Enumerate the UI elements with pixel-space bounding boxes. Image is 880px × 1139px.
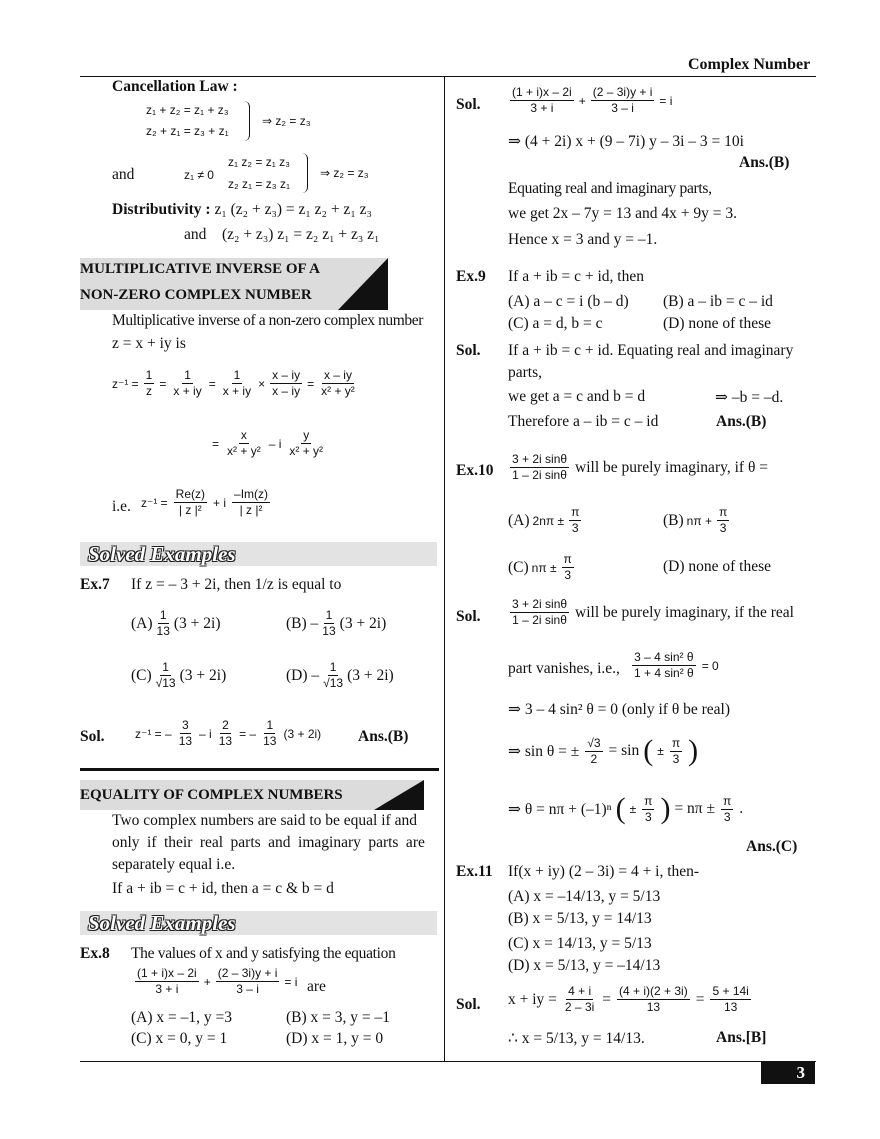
equals-npi: = nπ ±	[674, 800, 716, 817]
inverse-equation-3	[141, 487, 272, 518]
numerator: x – iy	[272, 368, 301, 382]
ex7-solution-label: Sol.	[80, 728, 105, 745]
denominator: 3	[564, 568, 572, 582]
denominator: 3 + i	[155, 982, 179, 996]
eq-lhs: z⁻¹ =	[141, 495, 168, 510]
numerator: 1	[159, 608, 167, 622]
sol8-line2: ⇒ (4 + 2i) x + (9 – 7i) y – 3i – 3 = 10i	[508, 133, 744, 150]
ex8-option-a: (A) x = –1, y =3	[131, 1009, 232, 1026]
option-tail: (3 + 2i)	[179, 666, 227, 684]
option-tail: (3 + 2i)	[339, 614, 387, 632]
ex11-sol-equation	[508, 984, 753, 1015]
ex7-option-b	[286, 608, 386, 639]
ex7-option-c	[131, 660, 226, 691]
numerator: √3	[587, 735, 601, 750]
ex8-label: Ex.8	[80, 945, 110, 962]
numerator: (2 – 3i)y + i	[592, 85, 653, 99]
fraction	[135, 966, 199, 997]
distributivity-eq1: z₁ (z₂ + z₃) = z₁ z₂ + z₁ z₃	[214, 201, 372, 218]
cancellation-heading: Cancellation Law :	[112, 78, 238, 95]
sol-tail: will be purely imaginary, if the real	[575, 603, 794, 621]
minus-i: – i	[199, 726, 212, 741]
option-letter: (A)	[131, 614, 153, 632]
option-expression: 2nπ ±	[532, 513, 565, 528]
sol8-equation	[508, 85, 672, 116]
ex9-sol-line1: If a + ib = c + id. Equating real and imaginary	[508, 342, 794, 359]
ex10-sol-line2: part vanishes, i.e.,	[508, 660, 620, 677]
ex7-question: If z = – 3 + 2i, then 1/z is equal to	[131, 576, 342, 593]
numerator: 3	[182, 718, 189, 732]
solved-examples-banner	[80, 542, 437, 566]
ex10-sol-line4	[508, 734, 698, 768]
fraction	[510, 597, 569, 628]
ex10-solution-label: Sol.	[456, 608, 481, 625]
mult-inverse-heading-line1: MULTIPLICATIVE INVERSE OF A	[80, 261, 320, 277]
option-expression: nπ +	[686, 513, 712, 528]
denominator: 1 – 2i sinθ	[512, 468, 567, 482]
numerator: Re(z)	[175, 487, 206, 501]
ex9-solution-label: Sol.	[456, 342, 481, 359]
ex8-option-d: (D) x = 1, y = 0	[286, 1030, 384, 1047]
denominator: 1 + 4 sin² θ	[634, 666, 694, 680]
ex11-option-b: (B) x = 5/13, y = 14/13	[508, 910, 652, 927]
denominator: 13	[218, 734, 233, 748]
plus-i: + i	[213, 495, 227, 510]
ie-label: i.e.	[112, 498, 131, 515]
cancellation-eq1a: z₁ + z₂ = z₁ + z₃	[146, 103, 229, 117]
ex10-option-b	[663, 505, 731, 536]
fraction	[717, 505, 729, 536]
open-paren: (	[643, 734, 654, 767]
ex9-answer: Ans.(B)	[716, 413, 767, 430]
equality-line3: separately equal i.e.	[112, 856, 236, 873]
fraction	[216, 966, 280, 997]
equals-sign: =	[159, 376, 167, 391]
fraction	[721, 794, 733, 825]
equals-sin: = sin	[608, 742, 640, 759]
denominator: x – iy	[272, 384, 301, 398]
numerator: x	[240, 428, 247, 442]
denominator: 13	[178, 734, 193, 748]
sol8-line5: Hence x = 3 and y = –1.	[508, 231, 658, 248]
fraction	[261, 718, 278, 749]
distributivity-heading: Distributivity :	[112, 201, 211, 218]
eq-lhs: z⁻¹ =	[112, 376, 139, 391]
period: .	[739, 800, 744, 817]
equals-sign: =	[307, 376, 315, 391]
ex9-option-d: (D) none of these	[663, 315, 772, 332]
ex9-sol-line4: Therefore a – ib = c – id	[508, 413, 659, 430]
cancellation-result1: ⇒ z₂ = z₃	[262, 114, 311, 128]
fraction	[177, 718, 194, 749]
ex11-option-c: (C) x = 14/13, y = 5/13	[508, 935, 652, 952]
ex10-answer: Ans.(C)	[746, 838, 798, 855]
denominator: x + iy	[222, 384, 252, 398]
option-letter: (D) –	[286, 666, 320, 684]
equals-minus: = –	[239, 726, 257, 741]
fraction	[320, 608, 337, 639]
page-number: 3	[761, 1062, 815, 1084]
option-letter: (C)	[131, 666, 152, 684]
denominator: x + iy	[173, 384, 202, 398]
mult-inverse-text-line1: Multiplicative inverse of a non-zero complex number	[112, 312, 424, 329]
fraction	[569, 505, 581, 536]
denominator: 3	[571, 521, 579, 535]
ex11-question: If(x + iy) (2 – 3i) = 4 + i, then-	[508, 863, 700, 880]
ex9-label: Ex.9	[456, 268, 486, 285]
times-sign: ×	[258, 376, 266, 391]
denominator: 3	[719, 521, 727, 535]
fraction	[155, 608, 172, 639]
ex10-option-d: (D) none of these	[663, 558, 772, 575]
fraction	[221, 368, 253, 399]
numerator: 3 + 2i sinθ	[512, 597, 568, 611]
section-triangle	[374, 780, 424, 810]
equality-line4: If a + ib = c + id, then a = c & b = d	[112, 880, 334, 897]
denominator: | z |²	[178, 503, 202, 517]
numerator: 1	[233, 368, 241, 382]
ex9-sol-line3a: we get a = c and b = d	[508, 388, 646, 405]
denominator: 3 – i	[236, 982, 259, 996]
sol8-line3: Equating real and imaginary parts,	[508, 180, 712, 197]
denominator: x² + y²	[227, 444, 261, 458]
column-divider	[444, 77, 445, 1062]
fraction	[319, 368, 357, 399]
denominator: 3	[723, 809, 731, 824]
numerator: 3 – 4 sin² θ	[634, 650, 694, 664]
sol8-line4: we get 2x – 7y = 13 and 4x + 9y = 3.	[508, 205, 737, 222]
equals-i: = i	[659, 93, 673, 108]
ex11-label: Ex.11	[456, 863, 493, 880]
footer-rule	[80, 1061, 816, 1062]
section-triangle	[338, 258, 388, 310]
denominator: | z |²	[239, 503, 263, 517]
plus-minus: ±	[629, 802, 637, 816]
fraction	[171, 368, 203, 399]
denominator: x² + y²	[289, 444, 324, 458]
section-rule	[80, 768, 439, 771]
fraction	[270, 368, 302, 399]
option-letter: (C)	[508, 558, 529, 576]
equality-line1: Two complex numbers are said to be equal if and	[112, 812, 417, 829]
fraction	[510, 452, 569, 483]
fraction	[670, 736, 682, 767]
eq-lhs: z⁻¹ = –	[135, 726, 172, 741]
ex10-sol-line5	[508, 792, 743, 826]
ex10-option-a	[508, 505, 583, 536]
numerator: π	[644, 793, 653, 808]
open-paren: (	[615, 792, 626, 825]
eq-lhs: x + iy =	[508, 990, 557, 1008]
option-tail: (3 + 2i)	[173, 614, 221, 632]
plus-sign: +	[578, 93, 586, 108]
numerator: y	[303, 428, 310, 442]
numerator: –Im(z)	[234, 487, 269, 501]
numerator: π	[671, 735, 681, 750]
ex10-sol-fraction	[630, 650, 719, 681]
distributivity-and: and	[184, 226, 207, 243]
numerator: (1 + i)x – 2i	[512, 85, 572, 99]
denominator: 13	[723, 1000, 738, 1014]
ex7-label: Ex.7	[80, 576, 110, 593]
ex11-sol-line2: ∴ x = 5/13, y = 14/13.	[508, 1030, 645, 1047]
sol8-answer: Ans.(B)	[739, 154, 790, 171]
brace	[244, 101, 250, 141]
denominator: 13	[156, 624, 170, 638]
denominator: z	[146, 384, 153, 398]
fraction	[321, 660, 345, 691]
fraction	[563, 984, 596, 1015]
denominator: 3	[644, 809, 652, 824]
running-header: Complex Number	[688, 56, 811, 73]
numerator: π	[723, 793, 732, 808]
cancellation-eq2a: z₁ z₂ = z₁ z₃	[228, 155, 290, 169]
cancellation-eq1b: z₂ + z₁ = z₃ + z₁	[146, 124, 229, 138]
denominator: 13	[263, 734, 277, 748]
numerator: x – iy	[323, 368, 352, 382]
question-tail: will be purely imaginary, if θ =	[575, 458, 768, 476]
denominator: 2	[590, 751, 598, 766]
fraction	[632, 650, 696, 681]
ex8-option-b: (B) x = 3, y = –1	[286, 1009, 391, 1026]
ex8-option-c: (C) x = 0, y = 1	[131, 1030, 228, 1047]
fraction	[225, 428, 263, 459]
fraction	[562, 552, 574, 583]
brace	[302, 153, 308, 193]
numerator: 1	[329, 660, 337, 674]
ex10-question	[508, 452, 768, 483]
ex8-equation	[133, 966, 297, 997]
solved-examples-banner	[80, 911, 437, 935]
ex9-option-c: (C) a = d, b = c	[508, 315, 603, 332]
ex10-sol-line3: ⇒ 3 – 4 sin² θ = 0 (only if θ be real)	[508, 701, 731, 718]
denominator: 13	[322, 624, 336, 638]
numerator: 1	[145, 368, 153, 382]
denominator: 3	[672, 751, 680, 766]
close-paren: )	[688, 734, 699, 767]
equals-sign: =	[602, 990, 612, 1008]
numerator: π	[571, 505, 580, 519]
ex7-solution-equation	[135, 718, 321, 749]
option-letter: (B)	[663, 511, 684, 529]
ex10-option-c	[508, 552, 576, 583]
fraction	[585, 736, 602, 767]
option-tail: (3 + 2i)	[347, 666, 394, 684]
plus-minus: ±	[657, 744, 664, 758]
numerator: (1 + i)x – 2i	[137, 966, 197, 980]
ex9-question: If a + ib = c + id, then	[508, 268, 644, 285]
numerator: (4 + i)(2 + 3i)	[619, 984, 688, 998]
eq-lhs: ⇒ θ = nπ + (–1)ⁿ	[508, 800, 612, 818]
ex10-label: Ex.10	[456, 462, 494, 479]
ex8-are: are	[307, 978, 326, 995]
denominator: 1 – 2i sinθ	[512, 613, 567, 627]
equality-heading: EQUALITY OF COMPLEX NUMBERS	[80, 787, 343, 803]
equals-sign: =	[212, 436, 220, 451]
option-expression: nπ ±	[531, 560, 557, 575]
header-rule	[80, 76, 816, 77]
denominator: 3 + i	[530, 101, 554, 115]
fraction	[154, 660, 178, 691]
numerator: 1	[325, 608, 333, 622]
fraction	[174, 487, 207, 518]
plus-sign: +	[203, 974, 211, 989]
ex11-option-a: (A) x = –14/13, y = 5/13	[508, 888, 661, 905]
ex9-sol-line2: parts,	[508, 364, 543, 381]
ex10-sol-line1	[508, 597, 794, 628]
equals-i: = i	[284, 974, 298, 989]
mult-inverse-text-line2: z = x + iy is	[112, 335, 186, 352]
numerator: 2	[222, 718, 229, 732]
ex7-answer: Ans.(B)	[358, 728, 409, 745]
fraction	[591, 85, 655, 116]
ex7-option-d	[286, 660, 394, 691]
and-label: and	[112, 166, 135, 183]
cancellation-result2: ⇒ z₂ = z₃	[320, 166, 369, 180]
ex11-option-d: (D) x = 5/13, y = –14/13	[508, 957, 661, 974]
distributivity-line1	[112, 201, 372, 219]
numerator: 1	[184, 368, 191, 382]
numerator: 4 + i	[568, 984, 592, 998]
numerator: 1	[266, 718, 274, 732]
equals-zero: = 0	[701, 658, 719, 673]
ex9-option-a: (A) a – c = i (b – d)	[508, 293, 629, 310]
numerator: 1	[162, 660, 169, 674]
cancellation-eq2b: z₂ z₁ = z₃ z₁	[228, 177, 290, 191]
ex7-option-a	[131, 608, 221, 639]
numerator: 5 + 14i	[712, 984, 749, 998]
denominator: √13	[323, 676, 344, 690]
sol8-label: Sol.	[456, 96, 481, 113]
numerator: 3 + 2i sinθ	[512, 452, 568, 466]
equals-sign: =	[208, 376, 216, 391]
option-letter: (A)	[508, 511, 530, 529]
ex9-sol-line3b: ⇒ –b = –d.	[715, 389, 784, 406]
denominator: x² + y²	[321, 384, 355, 398]
denominator: 3 – i	[611, 101, 634, 115]
eq-lhs: ⇒ sin θ = ±	[508, 742, 580, 760]
numerator: π	[718, 505, 728, 519]
numerator: π	[563, 552, 572, 566]
inverse-equation-1	[112, 368, 359, 399]
equality-line2: only if their real parts and imaginary parts are	[112, 834, 425, 851]
distributivity-eq2: (z₂ + z₃) z₁ = z₂ z₁ + z₃ z₁	[222, 226, 380, 243]
minus-i: – i	[268, 436, 282, 451]
solved-examples-title: Solved Examples	[88, 911, 236, 935]
eq-tail: (3 + 2i)	[283, 726, 322, 741]
close-paren: )	[660, 792, 671, 825]
fraction	[144, 368, 155, 399]
fraction	[510, 85, 574, 116]
fraction	[617, 984, 690, 1015]
denominator: 2 – 3i	[564, 1000, 595, 1014]
equals-sign: =	[695, 990, 705, 1008]
fraction	[642, 794, 654, 825]
denominator: √13	[155, 676, 176, 690]
fraction	[217, 718, 234, 749]
mult-inverse-heading-line2: NON-ZERO COMPLEX NUMBER	[80, 287, 312, 303]
numerator: (2 – 3i)y + i	[217, 966, 278, 980]
cancellation-condition: z₁ ≠ 0	[184, 168, 214, 182]
solved-examples-title: Solved Examples	[88, 542, 236, 566]
fraction	[232, 487, 270, 518]
denominator: 13	[646, 1000, 661, 1014]
inverse-equation-2	[212, 428, 327, 459]
option-letter: (B) –	[286, 614, 319, 632]
ex11-solution-label: Sol.	[456, 996, 481, 1013]
ex9-option-b: (B) a – ib = c – id	[663, 293, 773, 310]
fraction	[710, 984, 750, 1015]
ex8-question: The values of x and y satisfying the equation	[131, 945, 396, 962]
fraction	[287, 428, 325, 459]
ex11-answer: Ans.[B]	[716, 1029, 767, 1046]
